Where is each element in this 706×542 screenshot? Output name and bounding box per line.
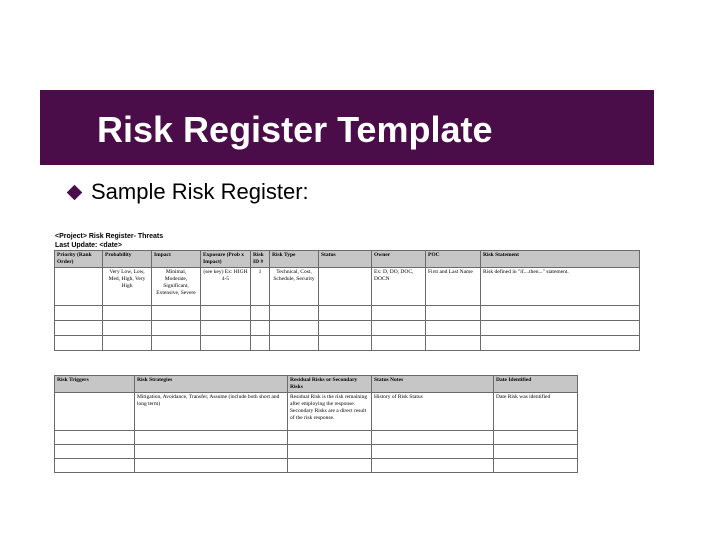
- header-risk-id: Risk ID #: [251, 251, 270, 268]
- threats-header-row: [55, 251, 640, 268]
- bullet-point: [66, 180, 309, 204]
- header-probability: Probability: [103, 251, 152, 268]
- threats-example-row: [55, 268, 640, 306]
- header-date-identified: Date Identified: [494, 376, 578, 393]
- table-row: [55, 306, 640, 321]
- register-heading: [55, 232, 163, 250]
- diamond-bullet-icon: [67, 184, 83, 200]
- cell-risk-type: Technical, Cost, Schedule, Security: [270, 268, 319, 306]
- cell-poc: First and Last Name: [426, 268, 481, 306]
- table-row: [55, 336, 640, 351]
- last-update: Last Update: <date>: [55, 242, 122, 249]
- bullet-text: Sample Risk Register:: [91, 179, 309, 204]
- risk-response-table: [54, 375, 578, 473]
- cell-residual-risks: Residual Risk is the risk remaining after employing the response. Secondary Risks are a direct result of the risk response.: [288, 393, 372, 431]
- table-row: [55, 459, 578, 473]
- threats-table: [54, 250, 640, 351]
- header-impact: Impact: [152, 251, 201, 268]
- table-row: [55, 431, 578, 445]
- header-status-notes: Status Notes: [372, 376, 494, 393]
- cell-owner: Ex: D, DO, DOC, DOCN: [372, 268, 426, 306]
- slide-title: Risk Register Template: [97, 109, 493, 150]
- cell-risk-statement: Risk defined in "if....then..." statement.: [481, 268, 640, 306]
- header-risk-triggers: Risk Triggers: [55, 376, 135, 393]
- header-risk-statement: Risk Statement: [481, 251, 640, 268]
- cell-date-identified: Date Risk was identified: [494, 393, 578, 431]
- table-row: [55, 445, 578, 459]
- header-status: Status: [319, 251, 372, 268]
- cell-priority: [55, 268, 103, 306]
- cell-status: [319, 268, 372, 306]
- cell-risk-id: 1: [251, 268, 270, 306]
- header-risk-type: Risk Type: [270, 251, 319, 268]
- risk-example-row: [55, 393, 578, 431]
- header-priority: Priority (Rank Order): [55, 251, 103, 268]
- risk-header-row: [55, 376, 578, 393]
- cell-risk-triggers: [55, 393, 135, 431]
- cell-status-notes: History of Risk Status: [372, 393, 494, 431]
- cell-risk-strategies: Mitigation, Avoidance, Transfer, Assume (include both short and long term): [135, 393, 288, 431]
- header-owner: Owner: [372, 251, 426, 268]
- header-risk-strategies: Risk Strategies: [135, 376, 288, 393]
- cell-exposure: (see key) Ex: HIGH 4-5: [201, 268, 251, 306]
- header-exposure: Exposure (Prob x Impact): [201, 251, 251, 268]
- header-residual-risks: Residual Risks or Secondary Risks: [288, 376, 372, 393]
- title-banner: [40, 90, 654, 165]
- register-title: <Project> Risk Register- Threats: [55, 233, 164, 240]
- cell-impact: Minimal, Moderate, Significant, Extensive, Severe: [152, 268, 201, 306]
- header-poc: POC: [426, 251, 481, 268]
- cell-probability: Very Low, Low, Med, High, Very High: [103, 268, 152, 306]
- table-row: [55, 321, 640, 336]
